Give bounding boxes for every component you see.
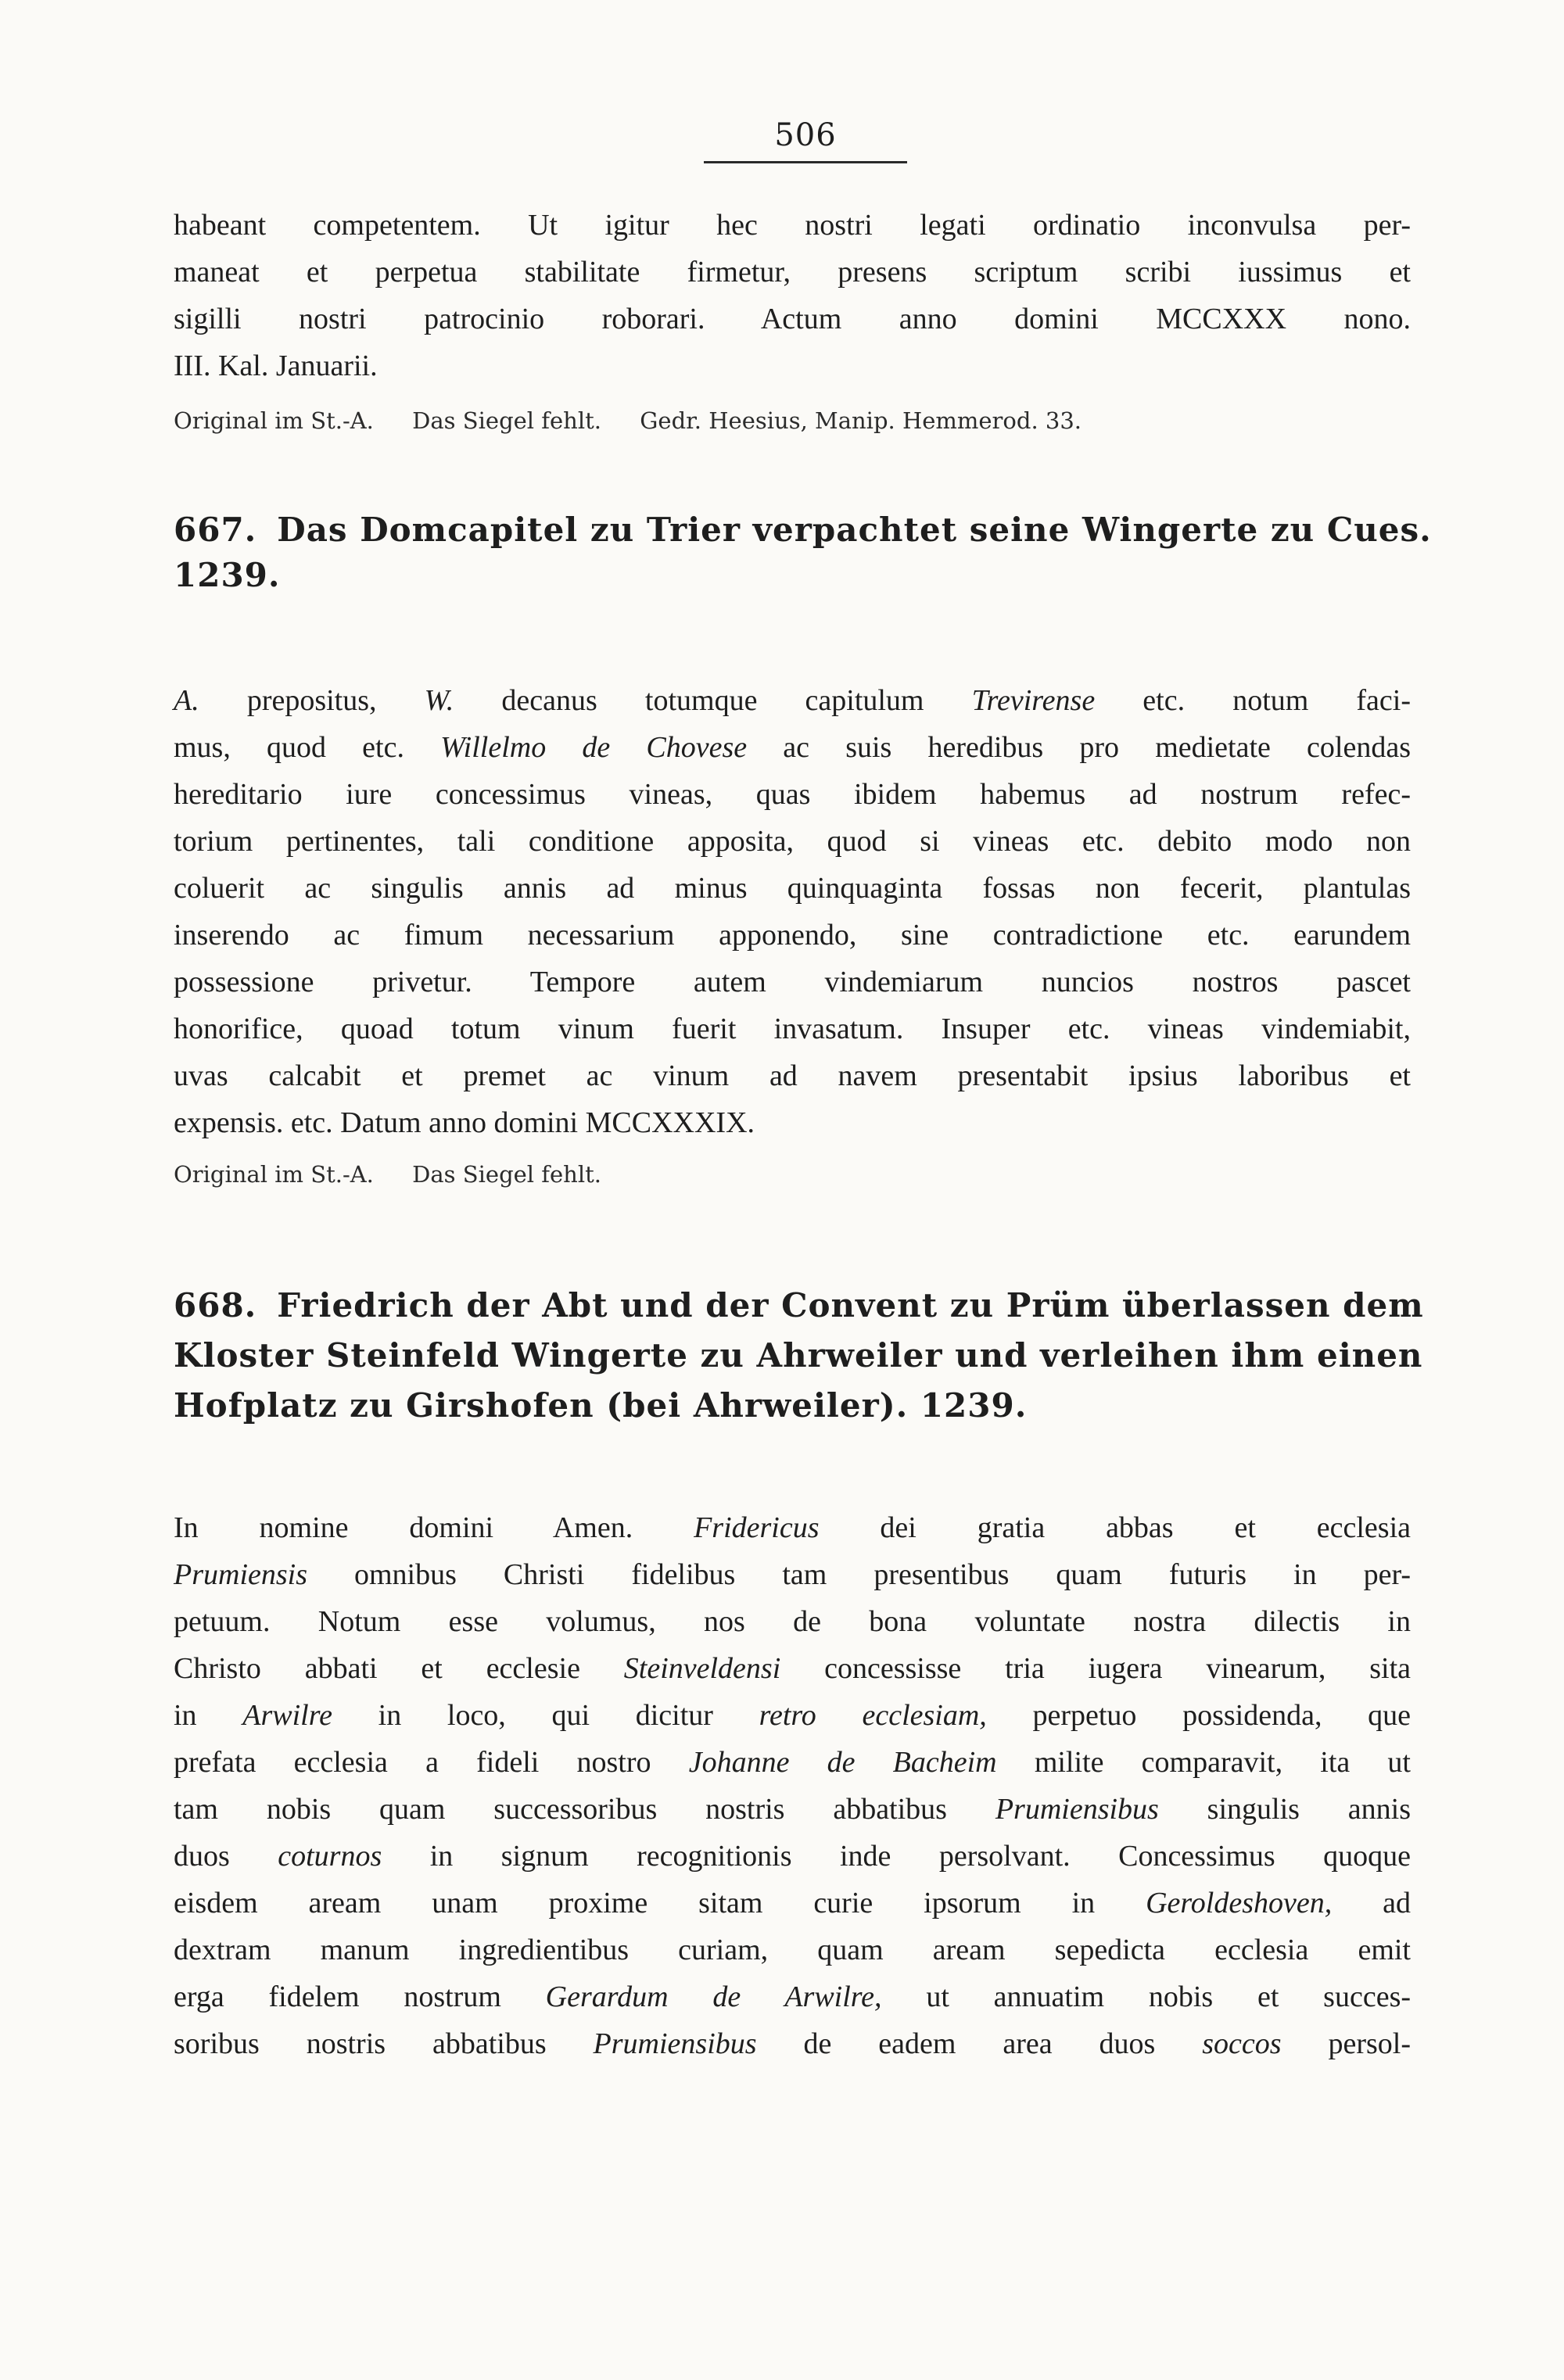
text-run: prepositus, [199, 684, 425, 717]
doc-title-line: Friedrich der Abt und der Convent zu Prüm überlassen dem [277, 1286, 1424, 1324]
person-name: Willelmo de Chovese [440, 731, 748, 764]
text-line: inserendo ac fimum necessarium apponendo, sine contradictione etc. earundem [174, 919, 1411, 952]
text-run: concessisse tria iugera vinearum, sita [780, 1652, 1411, 1685]
text-line [174, 1554, 1411, 1595]
term: soccos [1202, 2027, 1282, 2060]
text-line: III. Kal. Januarii. [174, 349, 378, 382]
text-run: omnibus Christi fidelibus tam presentibus quam futuris in per- [307, 1558, 1411, 1591]
initial: W. [424, 684, 454, 717]
note-original: Original im St.-A. [174, 407, 374, 434]
text-line [174, 1507, 1411, 1548]
place-name: Trevirense [971, 684, 1096, 717]
text-run: ac suis heredibus pro medietate colendas [747, 731, 1411, 764]
doc-title-line: 1239. [174, 556, 281, 594]
text-line: torium pertinentes, tali conditione apposita, quod si vineas etc. debito modo non [174, 825, 1411, 858]
person-name: Johanne de Bacheim [688, 1746, 997, 1779]
text-line: coluerit ac singulis annis ad minus quinquaginta fossas non fecerit, plantulas [174, 872, 1411, 905]
page-number-rule [704, 161, 907, 163]
text-run: in loco, qui dicitur [332, 1699, 759, 1732]
text-line: dextram manum ingredientibus curiam, quam aream sepedicta ecclesia emit [174, 1934, 1411, 1966]
text-line [174, 1836, 1411, 1876]
text-run: soribus nostris abbatibus [174, 2027, 594, 2060]
page-number: 506 [774, 117, 837, 153]
doc-heading [174, 507, 1432, 554]
place-name: Steinveldensi [623, 1652, 781, 1685]
text-run: ut annuatim nobis et succes- [881, 1980, 1412, 2013]
text-run: erga fidelem nostrum [174, 1980, 546, 2013]
place-name: Prumiensibus [995, 1793, 1159, 1826]
place-name: Arwilre [242, 1699, 332, 1732]
place-name: Prumiensibus [593, 2027, 757, 2060]
note-original: Original im St.-A. [174, 1161, 374, 1188]
text-run: persol- [1281, 2027, 1411, 2060]
text-line [174, 1742, 1411, 1783]
doc-title-line: Das Domcapitel zu Trier verpachtet seine Wingerte zu Cues. [277, 511, 1432, 549]
text-line [174, 1789, 1411, 1830]
place-name: retro ecclesiam, [759, 1699, 987, 1732]
text-run: eisdem aream unam proxime sitam curie ipsorum in [174, 1887, 1146, 1919]
note-printed: Gedr. Heesius, Manip. Hemmerod. 33. [640, 407, 1082, 434]
text-line: habeant competentem. Ut igitur hec nostri legati ordinatio inconvulsa per- [174, 209, 1411, 242]
doc-title-line: Hofplatz zu Girshofen (bei Ahrweiler). 1239. [174, 1386, 1028, 1425]
text-line [174, 1695, 1411, 1736]
source-note [174, 405, 1082, 436]
note-seal: Das Siegel fehlt. [412, 1161, 602, 1188]
initial: A. [174, 684, 199, 717]
text-line [174, 1883, 1411, 1923]
text-run: de eadem area duos [756, 2027, 1203, 2060]
text-line [174, 1977, 1411, 2017]
text-run: prefata ecclesia a fideli nostro [174, 1746, 689, 1779]
text-run: mus, quod etc. [174, 731, 441, 764]
person-name: Fridericus [694, 1511, 820, 1544]
text-line: sigilli nostri patrocinio roborari. Actum anno domini MCCXXX nono. [174, 303, 1411, 335]
text-run: In nomine domini Amen. [174, 1511, 694, 1544]
doc-title-line: Kloster Steinfeld Wingerte zu Ahrweiler und verleihen ihm einen [174, 1336, 1423, 1375]
text-line [174, 2023, 1411, 2064]
text-run: duos [174, 1840, 278, 1873]
text-line [174, 1648, 1411, 1689]
text-run: dei gratia abbas et ecclesia [819, 1511, 1411, 1544]
doc-number: 668. [174, 1286, 257, 1324]
doc-number: 667. [174, 511, 257, 549]
person-name: Gerardum de Arwilre, [545, 1980, 882, 2013]
text-run: in [174, 1699, 243, 1732]
term: coturnos [278, 1840, 382, 1873]
text-run: tam nobis quam successoribus nostris abbatibus [174, 1793, 995, 1826]
text-run: etc. notum faci- [1095, 684, 1411, 717]
note-seal: Das Siegel fehlt. [412, 407, 602, 434]
place-name: Geroldeshoven, [1146, 1887, 1333, 1919]
text-line: maneat et perpetua stabilitate firmetur, presens scriptum scribi iussimus et [174, 256, 1411, 289]
text-line: possessione privetur. Tempore autem vindemiarum nuncios nostros pascet [174, 966, 1411, 998]
text-run: Christo abbati et ecclesie [174, 1652, 624, 1685]
text-run: perpetuo possidenda, que [986, 1699, 1411, 1732]
text-line [174, 727, 1411, 768]
text-run: in signum recognitionis inde persolvant. Concessimus quoque [382, 1840, 1411, 1873]
text-run: decanus totumque capitulum [454, 684, 972, 717]
text-run: ad [1332, 1887, 1411, 1919]
text-line: expensis. etc. Datum anno domini MCCXXXIX. [174, 1106, 755, 1139]
text-run: singulis annis [1158, 1793, 1411, 1826]
source-note [174, 1159, 601, 1190]
text-line: petuum. Notum esse volumus, nos de bona voluntate nostra dilectis in [174, 1605, 1411, 1638]
text-run: milite comparavit, ita ut [996, 1746, 1411, 1779]
text-line: uvas calcabit et premet ac vinum ad navem presentabit ipsius laboribus et [174, 1059, 1411, 1092]
text-line [174, 680, 1411, 721]
text-line: honorifice, quoad totum vinum fuerit invasatum. Insuper etc. vineas vindemiabit, [174, 1013, 1411, 1045]
doc-heading [174, 1282, 1424, 1329]
text-line: hereditario iure concessimus vineas, quas ibidem habemus ad nostrum refec- [174, 778, 1411, 811]
place-name: Prumiensis [174, 1558, 307, 1591]
